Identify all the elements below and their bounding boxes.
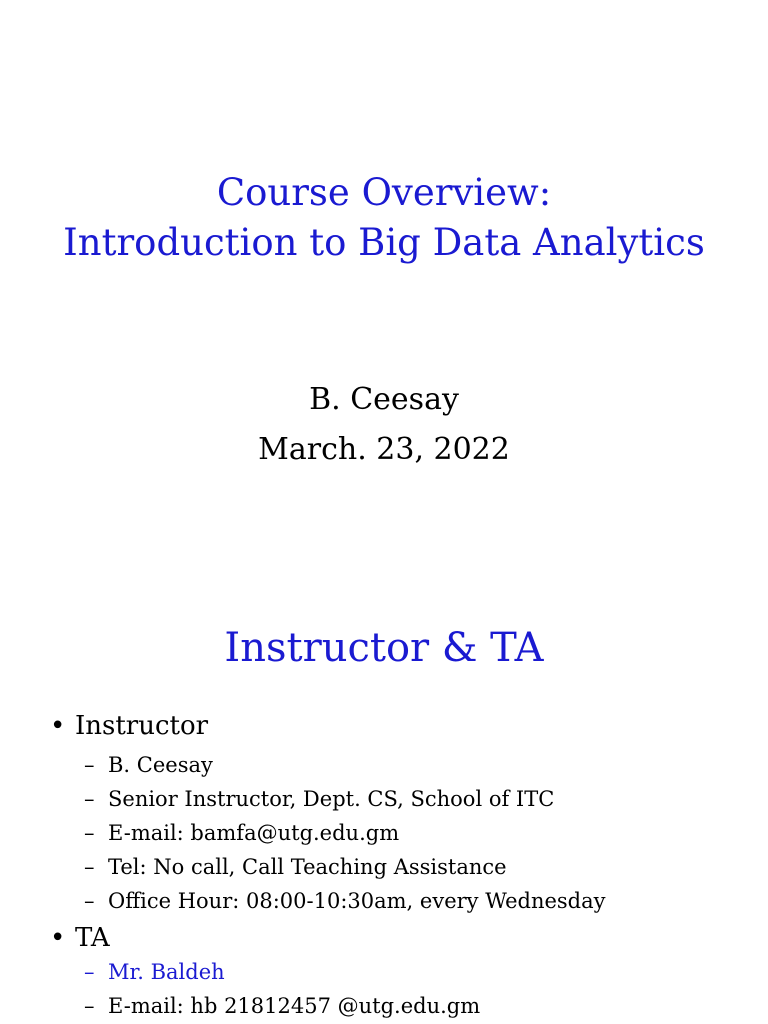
list-item-text: E-mail: hb 21812457 @utg.edu.gm — [108, 994, 481, 1018]
list-item-text: Tel: No call, Call Teaching Assistance — [108, 855, 507, 879]
slide-title-instructor-ta: Instructor & TA — [224, 625, 544, 671]
list-item — [84, 851, 507, 883]
list-item — [84, 783, 554, 815]
list-item-text: Mr. Baldeh — [108, 960, 225, 984]
list-item — [84, 990, 480, 1022]
dash-icon: – — [84, 960, 95, 984]
slide-title-course-overview — [0, 168, 768, 268]
list-item — [84, 749, 213, 781]
title-line-1: Course Overview: — [216, 171, 552, 214]
bullet-dot-icon: • — [50, 923, 66, 953]
dash-icon: – — [84, 753, 95, 777]
bullet-label: TA — [75, 923, 110, 953]
list-item — [84, 885, 606, 917]
bullet-ta — [50, 920, 110, 956]
list-item — [84, 817, 399, 849]
list-item-text: B. Ceesay — [108, 753, 213, 777]
list-item-text: Senior Instructor, Dept. CS, School of ITC — [108, 787, 555, 811]
title-line-2: Introduction to Big Data Analytics — [63, 221, 705, 264]
dash-icon: – — [84, 994, 95, 1018]
bullet-label: Instructor — [75, 711, 209, 741]
presentation-date: March. 23, 2022 — [258, 432, 510, 467]
list-item-text: Office Hour: 08:00-10:30am, every Wednesday — [108, 889, 606, 913]
dash-icon: – — [84, 855, 95, 879]
dash-icon: – — [84, 821, 95, 845]
dash-icon: – — [84, 889, 95, 913]
list-item — [84, 956, 225, 988]
bullet-instructor — [50, 708, 208, 744]
dash-icon: – — [84, 787, 95, 811]
bullet-dot-icon: • — [50, 711, 66, 741]
author-name: B. Ceesay — [309, 382, 459, 417]
list-item-text: E-mail: bamfa@utg.edu.gm — [108, 821, 400, 845]
